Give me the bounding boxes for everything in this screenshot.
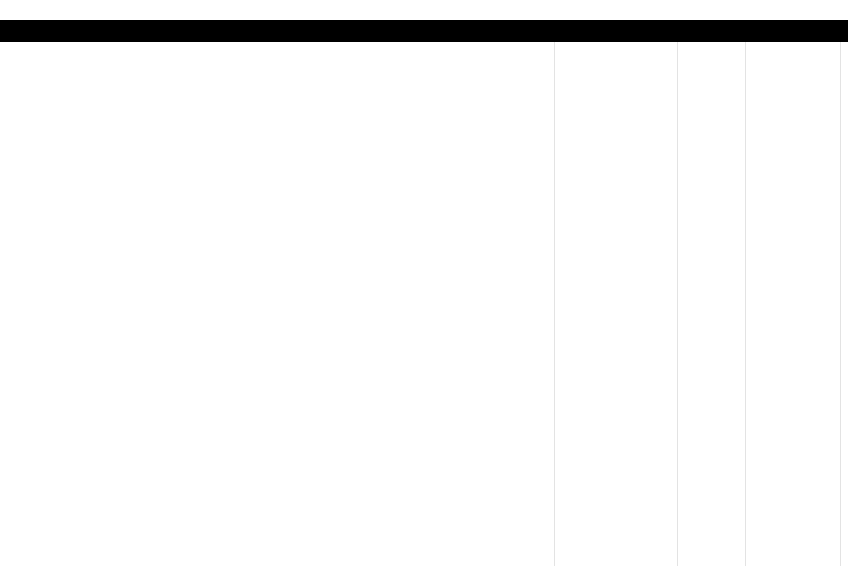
col-header-biking[interactable] <box>746 20 842 42</box>
col-header-car[interactable] <box>672 20 724 42</box>
grid-line <box>745 42 746 566</box>
grid-line <box>840 42 841 566</box>
grid-line <box>554 42 555 566</box>
header-row <box>0 20 848 42</box>
grid-line <box>677 42 678 566</box>
